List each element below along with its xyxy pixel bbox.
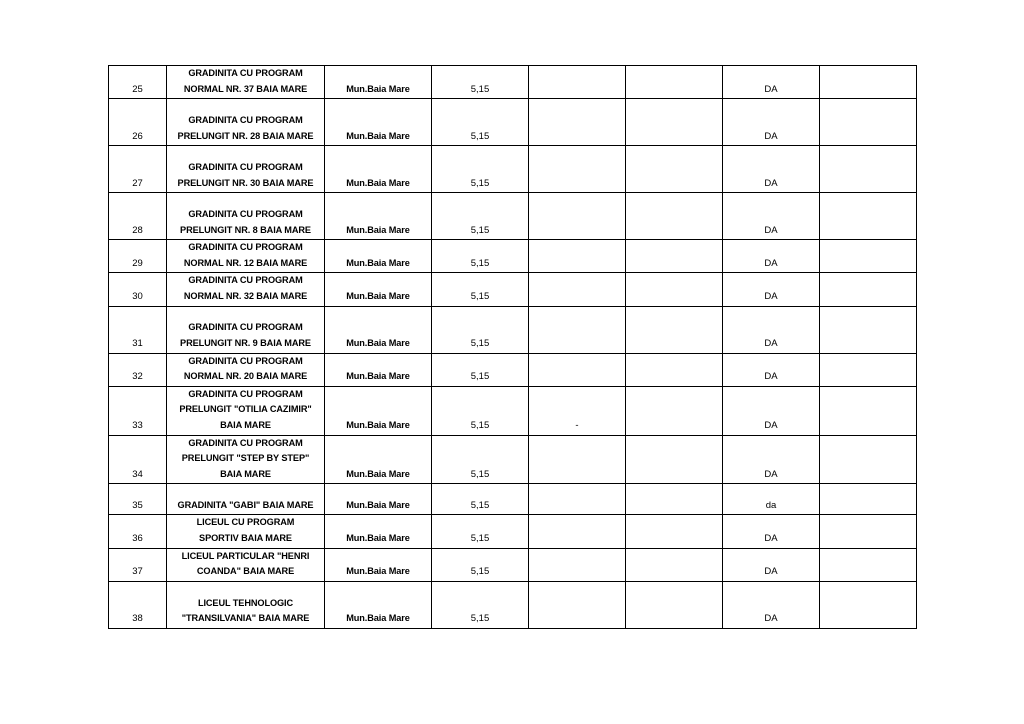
column-6-cell xyxy=(626,548,723,581)
institution-name-line: GRADINITA CU PROGRAM xyxy=(188,322,303,333)
institution-name-cell xyxy=(167,273,325,306)
column-6-cell xyxy=(626,581,723,628)
locality-cell: Mun.Baia Mare xyxy=(325,99,432,146)
row-number-cell: 32 xyxy=(109,353,167,386)
table-row xyxy=(109,273,917,306)
locality-cell: Mun.Baia Mare xyxy=(325,306,432,353)
column-5-cell xyxy=(529,240,626,273)
value-cell: 5,15 xyxy=(432,306,529,353)
institution-name-line: COANDA" BAIA MARE xyxy=(196,566,295,577)
status-cell: DA xyxy=(723,193,820,240)
institution-name-line: PRELUNGIT NR. 28 BAIA MARE xyxy=(177,130,314,141)
column-5-cell xyxy=(529,66,626,99)
column-8-cell xyxy=(820,435,917,484)
table-row xyxy=(109,306,917,353)
institution-name-line: BAIA MARE xyxy=(220,419,271,430)
column-6-cell xyxy=(626,66,723,99)
institution-name-line: BAIA MARE xyxy=(220,468,271,479)
institution-name-line: PRELUNGIT NR. 9 BAIA MARE xyxy=(180,337,311,348)
column-8-cell xyxy=(820,515,917,548)
institution-name-cell xyxy=(167,515,325,548)
column-6-cell xyxy=(626,193,723,240)
column-8-cell xyxy=(820,353,917,386)
institution-name-cell xyxy=(167,386,325,435)
institution-name-line: LICEUL TEHNOLOGIC xyxy=(197,597,294,608)
institution-name-line: LICEUL PARTICULAR "HENRI xyxy=(181,550,310,561)
institution-name-line: SPORTIV BAIA MARE xyxy=(199,532,292,543)
table-row xyxy=(109,484,917,515)
table-row xyxy=(109,386,917,435)
locality-cell: Mun.Baia Mare xyxy=(325,273,432,306)
institution-name-line: PRELUNGIT NR. 30 BAIA MARE xyxy=(177,177,314,188)
status-cell: DA xyxy=(723,548,820,581)
row-number-cell: 35 xyxy=(109,484,167,515)
row-number-cell: 27 xyxy=(109,146,167,193)
institution-name-line: PRELUNGIT "STEP BY STEP" xyxy=(181,453,310,464)
locality-cell: Mun.Baia Mare xyxy=(325,240,432,273)
column-6-cell xyxy=(626,99,723,146)
row-number-cell: 31 xyxy=(109,306,167,353)
row-number-cell: 37 xyxy=(109,548,167,581)
column-6-cell xyxy=(626,273,723,306)
institution-name-cell xyxy=(167,66,325,99)
value-cell: 5,15 xyxy=(432,273,529,306)
table-row xyxy=(109,240,917,273)
row-number-cell: 33 xyxy=(109,386,167,435)
institution-name-cell xyxy=(167,146,325,193)
value-cell: 5,15 xyxy=(432,66,529,99)
status-cell: DA xyxy=(723,146,820,193)
column-8-cell xyxy=(820,240,917,273)
status-cell: DA xyxy=(723,515,820,548)
institution-name-line: GRADINITA "GABI" BAIA MARE xyxy=(177,499,314,510)
column-5-cell xyxy=(529,306,626,353)
locality-cell: Mun.Baia Mare xyxy=(325,66,432,99)
column-5-cell xyxy=(529,581,626,628)
locality-cell: Mun.Baia Mare xyxy=(325,193,432,240)
institution-name-line: GRADINITA CU PROGRAM xyxy=(188,275,303,286)
column-8-cell xyxy=(820,146,917,193)
status-cell: DA xyxy=(723,273,820,306)
column-8-cell xyxy=(820,306,917,353)
row-number-cell: 25 xyxy=(109,66,167,99)
locality-cell: Mun.Baia Mare xyxy=(325,548,432,581)
institution-name-line: GRADINITA CU PROGRAM xyxy=(188,162,303,172)
status-cell: DA xyxy=(723,581,820,628)
institution-name-line: GRADINITA CU PROGRAM xyxy=(188,209,303,219)
column-6-cell xyxy=(626,353,723,386)
status-cell: DA xyxy=(723,66,820,99)
locality-cell: Mun.Baia Mare xyxy=(325,353,432,386)
column-6-cell xyxy=(626,146,723,193)
locality-cell: Mun.Baia Mare xyxy=(325,386,432,435)
locality-cell: Mun.Baia Mare xyxy=(325,581,432,628)
table-row xyxy=(109,353,917,386)
column-8-cell xyxy=(820,193,917,240)
institution-name-line: GRADINITA CU PROGRAM xyxy=(188,68,303,78)
table-row xyxy=(109,193,917,240)
status-cell: DA xyxy=(723,99,820,146)
institution-name-cell xyxy=(167,435,325,484)
institution-name-line: PRELUNGIT NR. 8 BAIA MARE xyxy=(180,224,311,235)
column-5-cell: - xyxy=(529,386,626,435)
column-5-cell xyxy=(529,193,626,240)
value-cell: 5,15 xyxy=(432,581,529,628)
column-5-cell xyxy=(529,146,626,193)
status-cell: DA xyxy=(723,386,820,435)
locality-cell: Mun.Baia Mare xyxy=(325,484,432,515)
column-8-cell xyxy=(820,273,917,306)
status-cell: DA xyxy=(723,306,820,353)
institution-name-cell xyxy=(167,306,325,353)
value-cell: 5,15 xyxy=(432,386,529,435)
institution-name-line: GRADINITA CU PROGRAM xyxy=(188,115,303,125)
value-cell: 5,15 xyxy=(432,193,529,240)
institution-name-cell xyxy=(167,240,325,273)
column-8-cell xyxy=(820,484,917,515)
institution-name-cell xyxy=(167,353,325,386)
value-cell: 5,15 xyxy=(432,548,529,581)
table-row xyxy=(109,146,917,193)
table-row xyxy=(109,99,917,146)
column-5-cell xyxy=(529,99,626,146)
status-cell: da xyxy=(723,484,820,515)
status-cell: DA xyxy=(723,240,820,273)
institution-name-line: GRADINITA CU PROGRAM xyxy=(188,355,303,366)
locality-cell: Mun.Baia Mare xyxy=(325,146,432,193)
row-number-cell: 30 xyxy=(109,273,167,306)
institution-name-line: "TRANSILVANIA" BAIA MARE xyxy=(181,613,310,624)
column-6-cell xyxy=(626,306,723,353)
table-row xyxy=(109,581,917,628)
row-number-cell: 29 xyxy=(109,240,167,273)
locality-cell: Mun.Baia Mare xyxy=(325,515,432,548)
row-number-cell: 26 xyxy=(109,99,167,146)
value-cell: 5,15 xyxy=(432,353,529,386)
value-cell: 5,15 xyxy=(432,146,529,193)
institution-name-cell xyxy=(167,99,325,146)
column-8-cell xyxy=(820,386,917,435)
row-number-cell: 34 xyxy=(109,435,167,484)
column-5-cell xyxy=(529,435,626,484)
value-cell: 5,15 xyxy=(432,240,529,273)
institution-name-line: GRADINITA CU PROGRAM xyxy=(188,437,303,448)
row-number-cell: 28 xyxy=(109,193,167,240)
column-6-cell xyxy=(626,240,723,273)
column-8-cell xyxy=(820,66,917,99)
institution-name-line: PRELUNGIT "OTILIA CAZIMIR" xyxy=(179,404,312,415)
row-number-cell: 38 xyxy=(109,581,167,628)
institution-name-cell xyxy=(167,581,325,628)
institutions-table xyxy=(108,65,917,629)
institution-name-cell xyxy=(167,548,325,581)
column-5-cell xyxy=(529,353,626,386)
column-5-cell xyxy=(529,273,626,306)
institution-name-line: NORMAL NR. 37 BAIA MARE xyxy=(183,83,308,94)
table-row xyxy=(109,515,917,548)
column-8-cell xyxy=(820,581,917,628)
institution-name-line: GRADINITA CU PROGRAM xyxy=(188,388,303,399)
table-row xyxy=(109,548,917,581)
institution-name-line: NORMAL NR. 32 BAIA MARE xyxy=(183,290,308,301)
locality-cell: Mun.Baia Mare xyxy=(325,435,432,484)
value-cell: 5,15 xyxy=(432,435,529,484)
column-5-cell xyxy=(529,484,626,515)
column-8-cell xyxy=(820,99,917,146)
column-6-cell xyxy=(626,515,723,548)
value-cell: 5,15 xyxy=(432,99,529,146)
column-5-cell xyxy=(529,515,626,548)
institution-name-line: NORMAL NR. 12 BAIA MARE xyxy=(183,257,308,268)
value-cell: 5,15 xyxy=(432,484,529,515)
institution-name-line: GRADINITA CU PROGRAM xyxy=(188,242,303,253)
column-8-cell xyxy=(820,548,917,581)
table-row xyxy=(109,66,917,99)
column-6-cell xyxy=(626,435,723,484)
status-cell: DA xyxy=(723,435,820,484)
institution-name-line: LICEUL CU PROGRAM xyxy=(196,517,295,528)
column-6-cell xyxy=(626,386,723,435)
institution-name-cell xyxy=(167,193,325,240)
table-body xyxy=(109,66,917,629)
value-cell: 5,15 xyxy=(432,515,529,548)
institution-name-line: NORMAL NR. 20 BAIA MARE xyxy=(183,371,308,382)
row-number-cell: 36 xyxy=(109,515,167,548)
status-cell: DA xyxy=(723,353,820,386)
institution-name-cell xyxy=(167,484,325,515)
column-6-cell xyxy=(626,484,723,515)
column-5-cell xyxy=(529,548,626,581)
table-row xyxy=(109,435,917,484)
